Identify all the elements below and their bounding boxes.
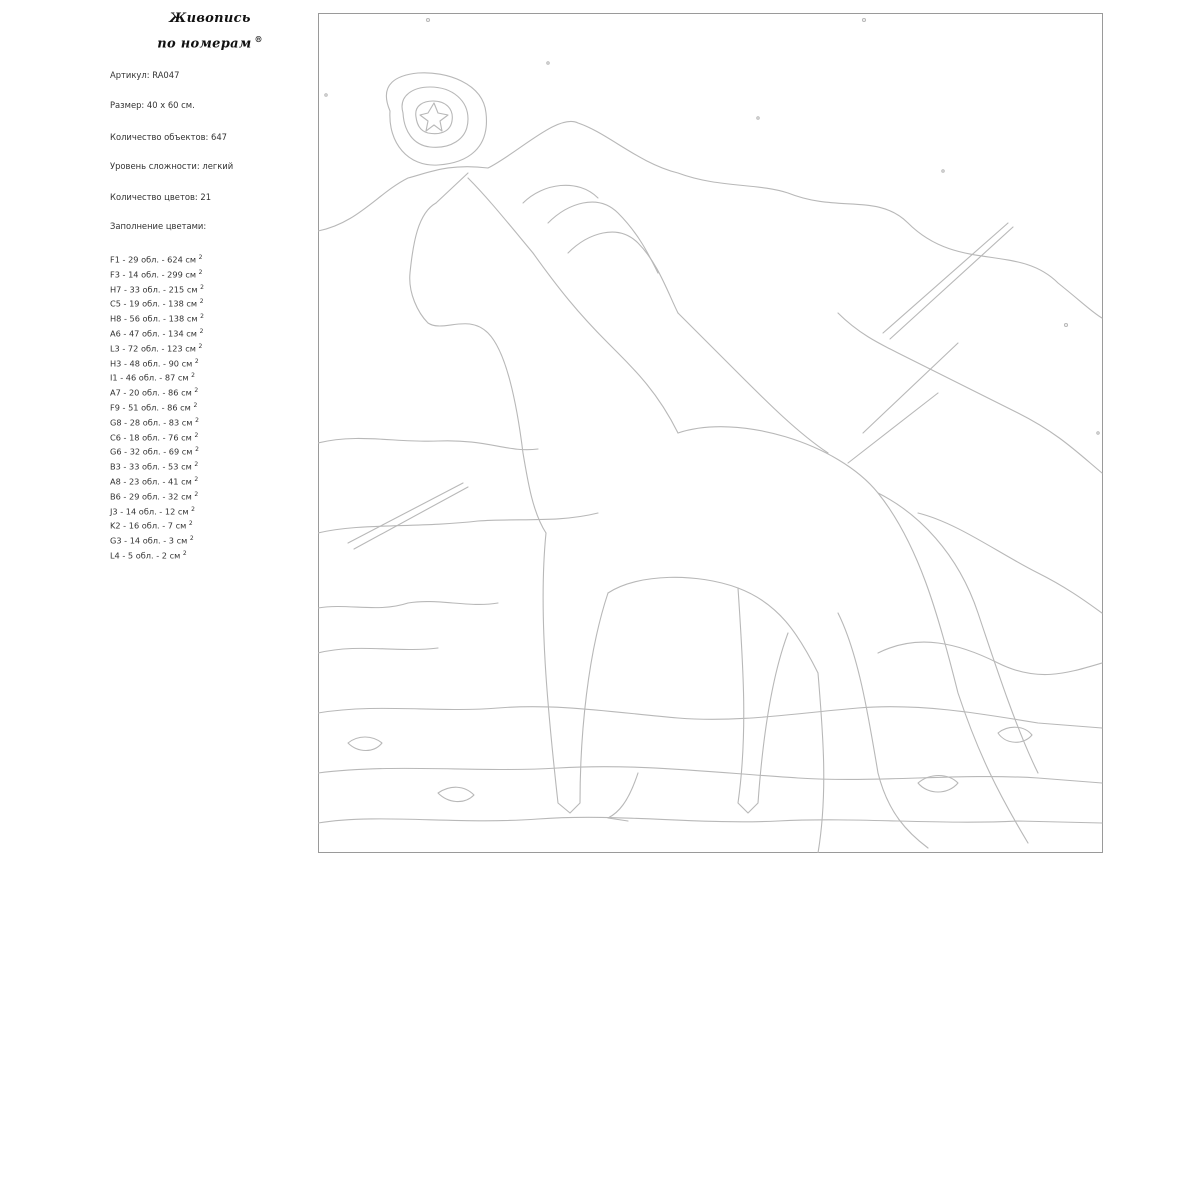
brand-line-1: Живопись (169, 11, 251, 26)
color-fill-text: H8 - 56 обл. - 138 см (110, 313, 198, 324)
color-fill-item (110, 488, 204, 503)
area-unit-superscript: 2 (198, 268, 203, 276)
spec-objects: Количество объектов: 647 (110, 132, 227, 142)
color-fill-item (110, 443, 204, 458)
color-fill-text: F9 - 51 обл. - 86 см (110, 402, 191, 413)
area-unit-superscript: 2 (200, 283, 204, 291)
color-fill-text: A7 - 20 обл. - 86 см (110, 387, 192, 398)
color-fill-item (110, 281, 204, 296)
spec-colors-count: Количество цветов: 21 (110, 192, 212, 202)
color-fill-text: G8 - 28 обл. - 83 см (110, 417, 193, 428)
color-fill-text: A6 - 47 обл. - 134 см (110, 328, 197, 339)
color-fill-text: I1 - 46 обл. - 87 см (110, 373, 189, 384)
color-fill-text: L3 - 72 обл. - 123 см (110, 343, 196, 354)
area-unit-superscript: 2 (194, 461, 199, 469)
star-halo (386, 73, 486, 165)
area-unit-superscript: 2 (199, 327, 204, 335)
color-fill-text: H3 - 48 обл. - 90 см (110, 358, 193, 369)
unicorn (410, 173, 1038, 853)
area-unit-superscript: 2 (194, 431, 199, 439)
color-fill-item (110, 503, 204, 518)
color-fill-text: G6 - 32 обл. - 69 см (110, 447, 193, 458)
spec-fill-title: Заполнение цветами: (110, 221, 207, 231)
color-fill-item (110, 295, 204, 310)
color-fill-item (110, 384, 204, 399)
area-unit-superscript: 2 (193, 401, 198, 409)
color-fill-text: A8 - 23 обл. - 41 см (110, 476, 192, 487)
area-unit-superscript: 2 (199, 298, 204, 306)
color-fill-item (110, 532, 204, 547)
color-fill-item (110, 473, 204, 488)
color-fill-item (110, 429, 204, 444)
area-unit-superscript: 2 (191, 372, 195, 380)
brand-line-2-text: по номерам (157, 36, 252, 52)
registered-mark: ® (254, 34, 263, 44)
shooting-stars (348, 223, 1013, 549)
mountains (318, 121, 1102, 613)
color-fill-item (110, 266, 204, 281)
color-fill-text: C5 - 19 обл. - 138 см (110, 299, 198, 310)
color-fill-item (110, 458, 204, 473)
color-fill-item (110, 547, 204, 562)
color-fill-item (110, 369, 204, 384)
color-fill-item (110, 414, 204, 429)
color-fill-text: J3 - 14 обл. - 12 см (110, 506, 189, 517)
coloring-canvas (318, 13, 1103, 853)
color-fill-item (110, 355, 204, 370)
area-unit-superscript: 2 (194, 475, 199, 483)
color-fill-item (110, 251, 204, 266)
area-unit-superscript: 2 (191, 505, 195, 513)
color-fill-item (110, 399, 204, 414)
area-unit-superscript: 2 (194, 357, 199, 365)
color-fill-list (110, 251, 204, 562)
area-unit-superscript: 2 (188, 520, 193, 528)
unicorn-line-art (318, 13, 1103, 853)
spec-article: Артикул: RA047 (110, 70, 180, 80)
area-unit-superscript: 2 (195, 446, 199, 454)
color-fill-item (110, 325, 204, 340)
area-unit-superscript: 2 (189, 535, 194, 543)
area-unit-superscript: 2 (194, 387, 199, 395)
color-fill-item (110, 310, 204, 325)
area-unit-superscript: 2 (198, 342, 203, 350)
canvas-frame (319, 14, 1103, 853)
area-unit-superscript: 2 (200, 313, 204, 321)
area-unit-superscript: 2 (194, 490, 199, 498)
rocky-ground (318, 642, 1102, 823)
spec-size: Размер: 40 х 60 см. (110, 100, 195, 110)
brand-title (130, 8, 290, 54)
area-unit-superscript: 2 (198, 254, 203, 261)
color-fill-text: B3 - 33 обл. - 53 см (110, 461, 192, 472)
spec-difficulty: Уровень сложности: легкий (110, 161, 234, 171)
area-unit-superscript: 2 (182, 549, 187, 557)
color-fill-item (110, 340, 204, 355)
color-fill-text: L4 - 5 обл. - 2 см (110, 550, 181, 561)
snow-specks (325, 19, 1099, 435)
color-fill-text: G3 - 14 обл. - 3 см (110, 535, 188, 546)
color-fill-text: H7 - 33 обл. - 215 см (110, 284, 198, 295)
color-fill-text: K2 - 16 обл. - 7 см (110, 521, 187, 532)
area-unit-superscript: 2 (195, 416, 199, 424)
color-fill-text: C6 - 18 обл. - 76 см (110, 432, 192, 443)
color-fill-text: F3 - 14 обл. - 299 см (110, 269, 197, 280)
color-fill-text: F1 - 29 обл. - 624 см (110, 254, 197, 265)
color-fill-text: B6 - 29 обл. - 32 см (110, 491, 192, 502)
color-fill-item (110, 517, 204, 532)
brand-line-2 (130, 29, 290, 54)
